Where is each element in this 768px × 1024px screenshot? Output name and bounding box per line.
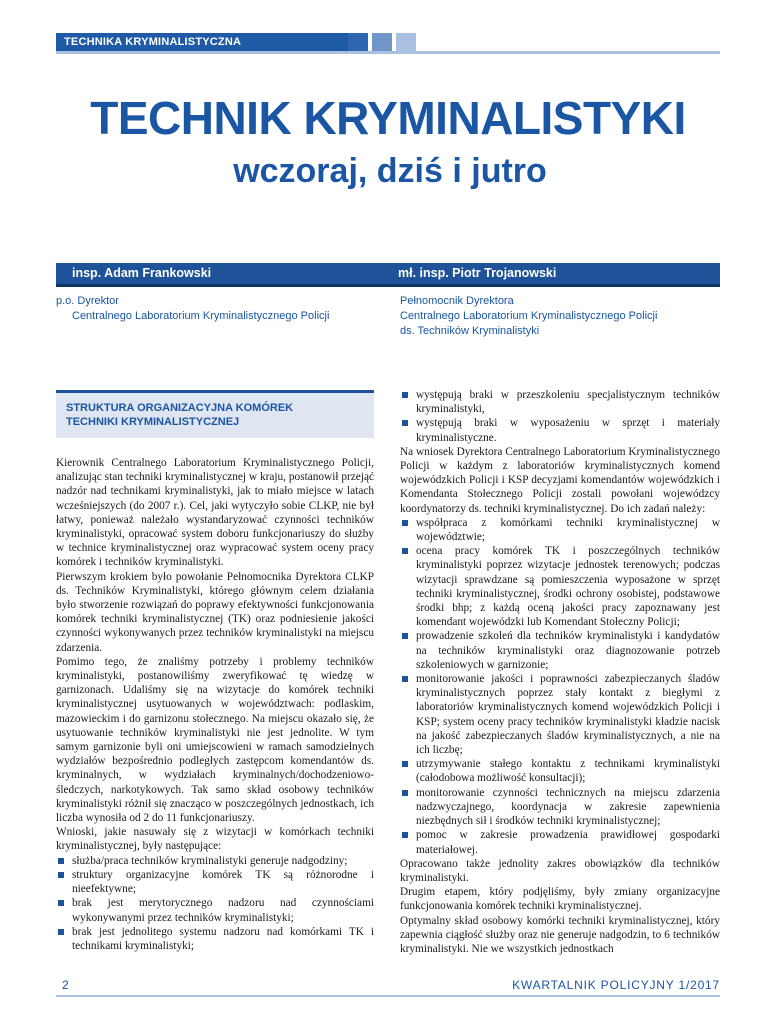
affiliation-line: Pełnomocnik Dyrektora xyxy=(400,295,514,307)
list-item: ocena pracy komórek TK i poszczególnych techników kryminalistyki poprzez wizytacje jednostek terenowych; podczas wizytacji sprawdzane są pomieszczenia wyposażone w sprzęt techniki kryminalistycznej, środki ochrony osobistej, podstawowe środki bhp; z każdą oceną jakości pracy zapoznawany jest komendant wojewódzki lub Komendant Stołeczny Policji; xyxy=(400,544,720,629)
affiliation-line: p.o. Dyrektor xyxy=(56,295,119,307)
body-paragraph: Wnioski, jakie nasuwały się z wizytacji w komórkach techniki kryminalistycznej, były następujące: xyxy=(56,826,374,853)
list-item: struktury organizacyjne komórek TK są różnorodne i nieefektywne; xyxy=(56,868,374,896)
body-paragraph: Optymalny skład osobowy komórki techniki kryminalistycznej, który zapewnia ciągłość służby oraz nie generuje nadgodzin, to 6 techników kryminalistyki. Nie we wszystkich jednostkach xyxy=(400,914,720,955)
body-paragraph: Drugim etapem, który podjęliśmy, były zmiany organizacyjne funkcjonowania komórek techniki kryminalistycznej. xyxy=(400,886,720,913)
author-name-1: insp. Adam Frankowski xyxy=(72,266,212,280)
body-paragraph: Opracowano także jednolity zakres obowiązków dla techników kryminalistyki. xyxy=(400,857,720,884)
page-number: 2 xyxy=(62,978,69,992)
author-affiliation-1 xyxy=(56,294,330,324)
right-column xyxy=(400,388,720,956)
list-item: pomoc w zakresie prowadzenia prawidłowej gospodarki materiałowej. xyxy=(400,828,720,856)
affiliation-line: Centralnego Laboratorium Kryminalistycznego Policji xyxy=(400,310,658,322)
affiliation-line: ds. Techników Kryminalistyki xyxy=(400,325,540,337)
list-item: prowadzenie szkoleń dla techników kryminalistyki i kandydatów na techników kryminalistyki oraz diagnozowanie potrzeb szkoleniowych w garnizonie; xyxy=(400,629,720,672)
list-item: brak jest merytorycznego nadzoru nad czynnościami wykonywanymi przez techników kryminalistyki; xyxy=(56,896,374,924)
list-item: monitorowanie czynności technicznych na miejscu zdarzenia nadzwyczajnego, koordynacja w zakresie zapewnienia niezbędnych sił i środków techniki kryminalistycznej; xyxy=(400,786,720,829)
coordinator-tasks-list xyxy=(400,516,720,857)
list-item: służba/praca techników kryminalistyki generuje nadgodziny; xyxy=(56,854,374,868)
list-item: monitorowanie jakości i poprawności zabezpieczanych śladów kryminalistycznych poprzez stały kontakt z biegłymi z laboratoriów kryminalistycznych komend wojewódzkich Policji i KSP; system oceny pracy techników kryminalistyki kładzie nacisk na jakość zabezpieczanych śladów kryminalistycznych, a nie na ich liczbę; xyxy=(400,672,720,757)
section-heading-box xyxy=(56,390,374,438)
body-paragraph: Pierwszym krokiem było powołanie Pełnomocnika Dyrektora CLKP ds. Techników Kryminalistyki, którego głównym celem działania było stworzenie rozwiązań do poprawy efektywności funkcjonowania komórek techniki kryminalistycznej (TK) oraz podniesienie jakości czynności wykonywanych przez techników kryminalistyki na miejscu zdarzenia. xyxy=(56,570,374,654)
author-affiliation-2 xyxy=(400,294,657,339)
decorative-square xyxy=(396,33,416,51)
header-divider xyxy=(56,51,720,54)
section-header-tag: TECHNIKA KRYMINALISTYCZNA xyxy=(56,33,366,51)
list-item: brak jest jednolitego systemu nadzoru nad komórkami TK i technikami kryminalistyki; xyxy=(56,925,374,953)
list-item: współpraca z komórkami techniki kryminalistycznej w województwie; xyxy=(400,516,720,544)
journal-name: KWARTALNIK POLICYJNY 1/2017 xyxy=(512,978,720,992)
article-subtitle: wczoraj, dziś i jutro xyxy=(233,152,547,190)
affiliation-line: Centralnego Laboratorium Kryminalistycznego Policji xyxy=(72,310,330,322)
author-name-2: mł. insp. Piotr Trojanowski xyxy=(398,266,557,280)
decorative-square xyxy=(348,33,368,51)
section-heading-line: STRUKTURA ORGANIZACYJNA KOMÓREK xyxy=(66,402,294,414)
body-paragraph: Na wniosek Dyrektora Centralnego Laboratorium Kryminalistycznego Policji w każdym z laboratoriów kryminalistycznych komend wojewódzkich Policji i KSP decyzjami komendantów wojewódzkich i Komendanta Stołecznego Policji zostali powołani wojewódzcy koordynatorzy ds. techniki kryminalistycznej. Do ich zadań należy: xyxy=(400,445,720,515)
authors-bar xyxy=(56,263,720,287)
list-item: utrzymywanie stałego kontaktu z technikami kryminalistyki (całodobowa możliwość konsultacji); xyxy=(400,757,720,785)
list-item: występują braki w przeszkoleniu specjalistycznym techników kryminalistyki, xyxy=(400,388,720,416)
section-heading-line: TECHNIKI KRYMINALISTYCZNEJ xyxy=(66,416,240,428)
body-paragraph: Pomimo tego, że znaliśmy potrzeby i problemy techników kryminalistyki, postanowiliśmy zweryfikować tę wiedzę w garnizonach. Udaliśmy się na wizytacje do komórek techniki kryminalistycznej usytuowanych w województwach: podlaskim, mazowieckim i do garnizonu stołecznego. Na miejscu okazało się, że usytuowanie techników kryminalistyki nie jest jednolite. W tym samym garnizonie byli oni umiejscowieni w ramach samodzielnych wydziałów bezpośrednio podległych zastępcom komendantów ds. kryminalnych, w wydziałach kryminalnych/dochodzeniowo-śledczych, narkotykowych. Tak samo skład osobowy techników kryminalistyki różnił się znacząco w poszczególnych jednostkach, ich liczba wynosiła od 2 do 11 funkcjonariuszy. xyxy=(56,655,374,825)
left-column xyxy=(56,456,374,953)
body-paragraph: Kierownik Centralnego Laboratorium Kryminalistycznego Policji, analizując stan techniki kryminalistycznej w kraju, postanowił przejąć nadzór nad technikami kryminalistyki, jak to miało miejsce w latach wcześniejszych (do 2007 r.). Cel, jaki wytyczyło sobie CLKP, nie był łatwy, ponieważ należało wystandaryzować czynności techników kryminalistyki, opracować system doboru funkcjonariuszy do służby w technice kryminalistycznej oraz wypracować system oceny pracy komórek i techników kryminalistyki. xyxy=(56,457,374,569)
footer-divider xyxy=(56,995,720,997)
decorative-square xyxy=(372,33,392,51)
list-item: występują braki w wyposażeniu w sprzęt i materiały kryminalistyczne. xyxy=(400,416,720,444)
conclusions-list-continued xyxy=(400,388,720,445)
conclusions-list xyxy=(56,854,374,953)
article-title: TECHNIK KRYMINALISTYKI xyxy=(90,92,686,144)
